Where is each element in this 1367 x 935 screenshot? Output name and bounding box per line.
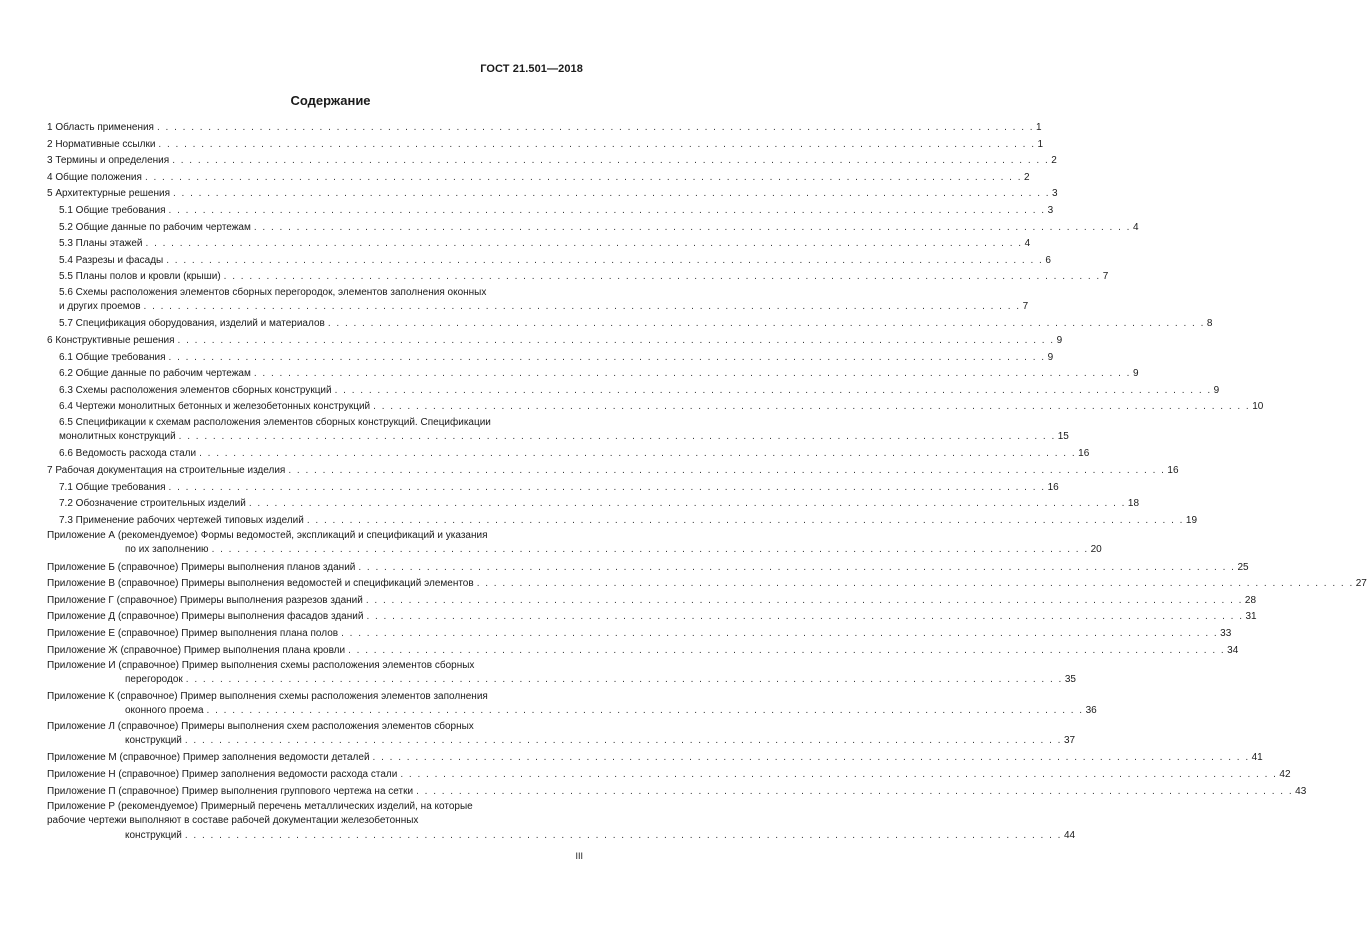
leader-dots: . . . . . . . . . . . . . . . . . . . . . . . . . . . . . . . . . . . . . . . . . . . . . . . . . . . . . . . . . . . . . . . . . . . . . . . . . . . . . . . . . . . . . . . . . . . . . . . . . . . . . . . (172, 155, 1050, 167)
toc-entry-label: 1 Область применения (47, 122, 154, 133)
toc-entry[interactable] (47, 350, 1054, 367)
toc-entry-label: конструкций (125, 829, 182, 841)
toc-page-number: 15 (1057, 431, 1069, 443)
toc-entry-label: перегородок (125, 674, 183, 686)
toc-page-number: 25 (1237, 561, 1249, 573)
toc-title: Содержание (290, 93, 371, 108)
toc-entry[interactable] (47, 286, 1029, 314)
leader-dots: . . . . . . . . . . . . . . . . . . . . . . . . . . . . . . . . . . . . . . . . . . . . . . . . . . . . . . . . . . . . . . . . . . . . . . . . . . . . . . . . . . . . . . . . . . . . . . . . . . . . . . . (253, 221, 1131, 233)
leader-dots: . . . . . . . . . . . . . . . . . . . . . . . . . . . . . . . . . . . . . . . . . . . . . . . . . . . . . . . . . . . . . . . . . . . . . . . . . . . . . . . . . . . . . . . . . . . . . . . . . . . . . . . (158, 138, 1036, 150)
toc-entry[interactable] (47, 366, 1139, 383)
toc-page-number: 35 (1064, 674, 1076, 686)
toc-entry[interactable] (47, 496, 1140, 513)
leader-dots: . . . . . . . . . . . . . . . . . . . . . . . . . . . . . . . . . . . . . . . . . . . . . . . . . . . . . . . . . . . . . . . . . . . . . . . . . . . . . . . . . . . . . . . . . . . . . . . . . . . . . . . (144, 171, 1022, 183)
toc-entry-label: 7.3 Применение рабочих чертежей типовых изделий (59, 514, 304, 526)
toc-entry-label: Приложение Е (справочное) Пример выполнения плана полов (47, 628, 339, 640)
toc-entry[interactable] (47, 750, 1263, 767)
toc-page-number: 7 (1022, 301, 1029, 313)
leader-dots: . . . . . . . . . . . . . . . . . . . . . . . . . . . . . . . . . . . . . . . . . . . . . . . . . . . . . . . . . . . . . . . . . . . . . . . . . . . . . . . . . . . . . . . . . . . . . . . . . . . . . . . (172, 188, 1051, 200)
toc-entry-text: Приложение И (справочное) Пример выполнения схемы расположения элементов сборных (47, 660, 475, 672)
table-of-contents (47, 120, 1367, 845)
toc-page-number: 2 (1024, 171, 1030, 183)
leader-dots: . . . . . . . . . . . . . . . . . . . . . . . . . . . . . . . . . . . . . . . . . . . . . . . . . . . . . . . . . . . . . . . . . . . . . . . . . . . . . . . . . . . . . . . . . . . . . . . . . . . . . . . (184, 735, 1062, 747)
leader-dots: . . . . . . . . . . . . . . . . . . . . . . . . . . . . . . . . . . . . . . . . . . . . . . . . . . . . . . . . . . . . . . . . . . . . . . . . . . . . . . . . . . . . . . . . . . . . . . . . . . . . . . . (372, 752, 1250, 764)
toc-entry[interactable] (47, 416, 1069, 444)
toc-entry[interactable] (47, 576, 1367, 593)
leader-dots: . . . . . . . . . . . . . . . . . . . . . . . . . . . . . . . . . . . . . . . . . . . . . . . . . . . . . . . . . . . . . . . . . . . . . . . . . . . . . . . . . . . . . . . . . . . . . . . . . . . . . . . (416, 785, 1294, 797)
toc-entry[interactable] (47, 800, 1076, 843)
toc-entry-label: 6.3 Схемы расположения элементов сборных конструкций (59, 384, 332, 396)
toc-entry[interactable] (47, 220, 1139, 237)
toc-page-number: 9 (1056, 334, 1063, 346)
toc-entry[interactable] (47, 170, 1030, 187)
toc-page-number: 27 (1355, 578, 1367, 590)
toc-entry-label: и других проемов (59, 301, 141, 313)
document-code: ГОСТ 21.501—2018 (480, 63, 583, 75)
leader-dots: . . . . . . . . . . . . . . . . . . . . . . . . . . . . . . . . . . . . . . . . . . . . . . . . . . . . . . . . . . . . . . . . . . . . . . . . . . . . . . . . . . . . . . . . . . . . . . . . . . . . . . . (348, 644, 1226, 656)
toc-entry-label: Приложение М (справочное) Пример заполнения ведомости деталей (47, 752, 370, 764)
toc-entry[interactable] (47, 463, 1179, 480)
toc-page-number: 42 (1279, 769, 1291, 781)
leader-dots: . . . . . . . . . . . . . . . . . . . . . . . . . . . . . . . . . . . . . . . . . . . . . . . . . . . . . . . . . . . . . . . . . . . . . . . . . . . . . . . . . . . . . . . . . . . . . . . . . . . . . . . (365, 594, 1243, 606)
toc-entry-label: 7 Рабочая документация на строительные изделия (47, 464, 286, 476)
leader-dots: . . . . . . . . . . . . . . . . . . . . . . . . . . . . . . . . . . . . . . . . . . . . . . . . . . . . . . . . . . . . . . . . . . . . . . . . . . . . . . . . . . . . . . . . . . . . . . . . . . . . . . . (476, 578, 1354, 590)
toc-entry-text: рабочие чертежи выполняют в составе рабочей документации железобетонных (47, 815, 419, 827)
leader-dots: . . . . . . . . . . . . . . . . . . . . . . . . . . . . . . . . . . . . . . . . . . . . . . . . . . . . . . . . . . . . . . . . . . . . . . . . . . . . . . . . . . . . . . . . . . . . . . . . . . . . . . . (145, 238, 1023, 250)
toc-entry[interactable] (47, 316, 1213, 333)
toc-entry-label: Приложение В (справочное) Примеры выполнения ведомостей и спецификаций элементов (47, 578, 474, 590)
toc-entry[interactable] (47, 186, 1058, 203)
toc-entry[interactable] (47, 767, 1291, 784)
toc-page-number: 7 (1102, 271, 1109, 283)
toc-page-number: 31 (1245, 611, 1257, 623)
leader-dots: . . . . . . . . . . . . . . . . . . . . . . . . . . . . . . . . . . . . . . . . . . . . . . . . . . . . . . . . . . . . . . . . . . . . . . . . . . . . . . . . . . . . . . . . . . . . . . . . . . . . . . . (211, 544, 1089, 556)
toc-entry-text: 6.5 Спецификации к схемам расположения элементов сборных конструкций. Спецификации (59, 416, 491, 428)
toc-entry[interactable] (47, 609, 1257, 626)
page-folio: III (575, 851, 583, 861)
leader-dots: . . . . . . . . . . . . . . . . . . . . . . . . . . . . . . . . . . . . . . . . . . . . . . . . . . . . . . . . . . . . . . . . . . . . . . . . . . . . . . . . . . . . . . . . . . . . . . . . . . . . . . . (184, 829, 1062, 841)
leader-dots: . . . . . . . . . . . . . . . . . . . . . . . . . . . . . . . . . . . . . . . . . . . . . . . . . . . . . . . . . . . . . . . . . . . . . . . . . . . . . . . . . . . . . . . . . . . . . . . . . . . . . . . (306, 514, 1184, 526)
toc-entry-label: 5.3 Планы этажей (59, 238, 143, 250)
toc-page-number: 9 (1047, 351, 1054, 363)
leader-dots: . . . . . . . . . . . . . . . . . . . . . . . . . . . . . . . . . . . . . . . . . . . . . . . . . . . . . . . . . . . . . . . . . . . . . . . . . . . . . . . . . . . . . . . . . . . . . . . . . . . . . . . (288, 464, 1166, 476)
toc-entry-label: 5.2 Общие данные по рабочим чертежам (59, 221, 251, 233)
toc-entry-label: 4 Общие положения (47, 171, 142, 183)
leader-dots: . . . . . . . . . . . . . . . . . . . . . . . . . . . . . . . . . . . . . . . . . . . . . . . . . . . . . . . . . . . . . . . . . . . . . . . . . . . . . . . . . . . . . . . . . . . . . . . . . . . . . . . (178, 431, 1056, 443)
toc-entry-label: 2 Нормативные ссылки (47, 138, 156, 150)
toc-page-number: 1 (1036, 122, 1042, 133)
toc-entry-label: 7.1 Общие требования (59, 481, 166, 493)
toc-entry-text: 5.6 Схемы расположения элементов сборных перегородок, элементов заполнения оконных (59, 286, 487, 298)
toc-entry[interactable] (47, 659, 1076, 687)
leader-dots: . . . . . . . . . . . . . . . . . . . . . . . . . . . . . . . . . . . . . . . . . . . . . . . . . . . . . . . . . . . . . . . . . . . . . . . . . . . . . . . . . . . . . . . . . . . . . . . . . . . . . . . (156, 122, 1035, 133)
toc-entry-label: 6.1 Общие требования (59, 351, 166, 363)
leader-dots: . . . . . . . . . . . . . . . . . . . . . . . . . . . . . . . . . . . . . . . . . . . . . . . . . . . . . . . . . . . . . . . . . . . . . . . . . . . . . . . . . . . . . . . . . . . . . . . . . . . . . . . (341, 628, 1219, 640)
toc-entry-label: 7.2 Обозначение строительных изделий (59, 498, 246, 510)
leader-dots: . . . . . . . . . . . . . . . . . . . . . . . . . . . . . . . . . . . . . . . . . . . . . . . . . . . . . . . . . . . . . . . . . . . . . . . . . . . . . . . . . . . . . . . . . . . . . . . . . . . . . . . (253, 368, 1131, 380)
toc-entry[interactable] (47, 399, 1264, 416)
toc-entry[interactable] (47, 153, 1057, 170)
leader-dots: . . . . . . . . . . . . . . . . . . . . . . . . . . . . . . . . . . . . . . . . . . . . . . . . . . . . . . . . . . . . . . . . . . . . . . . . . . . . . . . . . . . . . . . . . . . . . . . . . . . . . . . (223, 271, 1101, 283)
toc-page-number: 44 (1063, 829, 1076, 841)
toc-entry-text: Приложение Л (справочное) Примеры выполнения схем расположения элементов сборных (47, 721, 474, 733)
toc-entry-label: Приложение Н (справочное) Пример заполнения ведомости расхода стали (47, 769, 398, 781)
toc-page-number: 28 (1244, 594, 1257, 606)
toc-entry[interactable] (47, 236, 1031, 253)
toc-entry-label: 5.1 Общие требования (59, 204, 166, 216)
toc-entry[interactable] (47, 513, 1198, 530)
toc-page-number: 33 (1220, 628, 1232, 640)
toc-entry-text: Приложение А (рекомендуемое) Формы ведомостей, экспликаций и спецификаций и указания (47, 530, 488, 542)
toc-entry-label: оконного проема (125, 704, 204, 716)
toc-entry[interactable] (47, 626, 1232, 643)
toc-entry[interactable] (47, 333, 1063, 350)
toc-entry[interactable] (47, 446, 1090, 463)
toc-entry[interactable] (47, 643, 1239, 660)
toc-entry-label: 6.2 Общие данные по рабочим чертежам (59, 368, 251, 380)
leader-dots: . . . . . . . . . . . . . . . . . . . . . . . . . . . . . . . . . . . . . . . . . . . . . . . . . . . . . . . . . . . . . . . . . . . . . . . . . . . . . . . . . . . . . . . . . . . . . . . . . . . . . . . (143, 301, 1021, 313)
toc-page-number: 4 (1132, 221, 1139, 233)
leader-dots: . . . . . . . . . . . . . . . . . . . . . . . . . . . . . . . . . . . . . . . . . . . . . . . . . . . . . . . . . . . . . . . . . . . . . . . . . . . . . . . . . . . . . . . . . . . . . . . . . . . . . . . (327, 318, 1205, 330)
leader-dots: . . . . . . . . . . . . . . . . . . . . . . . . . . . . . . . . . . . . . . . . . . . . . . . . . . . . . . . . . . . . . . . . . . . . . . . . . . . . . . . . . . . . . . . . . . . . . . . . . . . . . . . (366, 611, 1244, 623)
toc-page-number: 9 (1213, 384, 1220, 396)
toc-page-number: 20 (1090, 544, 1102, 556)
leader-dots: . . . . . . . . . . . . . . . . . . . . . . . . . . . . . . . . . . . . . . . . . . . . . . . . . . . . . . . . . . . . . . . . . . . . . . . . . . . . . . . . . . . . . . . . . . . . . . . . . . . . . . . (168, 351, 1046, 363)
toc-page-number: 9 (1132, 368, 1139, 380)
leader-dots: . . . . . . . . . . . . . . . . . . . . . . . . . . . . . . . . . . . . . . . . . . . . . . . . . . . . . . . . . . . . . . . . . . . . . . . . . . . . . . . . . . . . . . . . . . . . . . . . . . . . . . . (334, 384, 1212, 396)
leader-dots: . . . . . . . . . . . . . . . . . . . . . . . . . . . . . . . . . . . . . . . . . . . . . . . . . . . . . . . . . . . . . . . . . . . . . . . . . . . . . . . . . . . . . . . . . . . . . . . . . . . . . . . (358, 561, 1236, 573)
leader-dots: . . . . . . . . . . . . . . . . . . . . . . . . . . . . . . . . . . . . . . . . . . . . . . . . . . . . . . . . . . . . . . . . . . . . . . . . . . . . . . . . . . . . . . . . . . . . . . . . . . . . . . . (373, 401, 1251, 413)
toc-page-number: 19 (1185, 514, 1198, 526)
toc-page-number: 16 (1078, 448, 1090, 460)
leader-dots: . . . . . . . . . . . . . . . . . . . . . . . . . . . . . . . . . . . . . . . . . . . . . . . . . . . . . . . . . . . . . . . . . . . . . . . . . . . . . . . . . . . . . . . . . . . . . . . . . . . . . . . (199, 448, 1077, 460)
toc-entry-label: конструкций (125, 735, 182, 747)
toc-page-number: 18 (1127, 498, 1140, 510)
toc-entry-label: 6.4 Чертежи монолитных бетонных и железобетонных конструкций (59, 401, 371, 413)
toc-entry[interactable] (47, 137, 1044, 154)
toc-entry[interactable] (47, 690, 1097, 718)
toc-entry-label: по их заполнению (125, 544, 209, 556)
toc-entry[interactable] (47, 269, 1109, 286)
toc-page-number: 3 (1047, 204, 1054, 216)
toc-page-number: 8 (1206, 318, 1213, 330)
toc-entry-label: 5.5 Планы полов и кровли (крыши) (59, 271, 221, 283)
toc-entry-label: Приложение Ж (справочное) Пример выполнения плана кровли (47, 644, 346, 656)
toc-entry-label: 5.4 Разрезы и фасады (59, 254, 164, 266)
toc-entry-text: Приложение К (справочное) Пример выполнения схемы расположения элементов заполнения (47, 690, 488, 702)
toc-entry-label: Приложение Д (справочное) Примеры выполнения фасадов зданий (47, 611, 364, 623)
toc-page-number: 41 (1251, 752, 1263, 764)
toc-entry[interactable] (47, 480, 1059, 497)
leader-dots: . . . . . . . . . . . . . . . . . . . . . . . . . . . . . . . . . . . . . . . . . . . . . . . . . . . . . . . . . . . . . . . . . . . . . . . . . . . . . . . . . . . . . . . . . . . . . . . . . . . . . . . (166, 254, 1044, 266)
toc-page-number: 6 (1045, 254, 1051, 266)
leader-dots: . . . . . . . . . . . . . . . . . . . . . . . . . . . . . . . . . . . . . . . . . . . . . . . . . . . . . . . . . . . . . . . . . . . . . . . . . . . . . . . . . . . . . . . . . . . . . . . . . . . . . . . (185, 674, 1063, 686)
toc-entry[interactable] (47, 203, 1054, 220)
toc-entry[interactable] (47, 560, 1249, 577)
toc-entry-label: Приложение Б (справочное) Примеры выполнения планов зданий (47, 561, 356, 573)
toc-entry-label: монолитных конструкций (59, 431, 176, 443)
leader-dots: . . . . . . . . . . . . . . . . . . . . . . . . . . . . . . . . . . . . . . . . . . . . . . . . . . . . . . . . . . . . . . . . . . . . . . . . . . . . . . . . . . . . . . . . . . . . . . . . . . . . . . . (177, 334, 1055, 346)
leader-dots: . . . . . . . . . . . . . . . . . . . . . . . . . . . . . . . . . . . . . . . . . . . . . . . . . . . . . . . . . . . . . . . . . . . . . . . . . . . . . . . . . . . . . . . . . . . . . . . . . . . . . . . (248, 498, 1126, 510)
toc-entry[interactable] (47, 383, 1220, 400)
toc-page-number: 36 (1085, 704, 1097, 716)
toc-entry-label: 6 Конструктивные решения (47, 334, 175, 346)
toc-entry[interactable] (47, 784, 1307, 801)
toc-page-number: 37 (1063, 735, 1076, 747)
toc-entry-label: 6.6 Ведомость расхода стали (59, 448, 197, 460)
toc-page-number: 34 (1227, 644, 1239, 656)
toc-page-number: 16 (1047, 481, 1059, 493)
toc-entry-label: 5.7 Спецификация оборудования, изделий и материалов (59, 318, 325, 330)
toc-page-number: 10 (1252, 401, 1264, 413)
toc-entry[interactable] (47, 253, 1051, 270)
leader-dots: . . . . . . . . . . . . . . . . . . . . . . . . . . . . . . . . . . . . . . . . . . . . . . . . . . . . . . . . . . . . . . . . . . . . . . . . . . . . . . . . . . . . . . . . . . . . . . . . . . . . . . . (168, 204, 1046, 216)
toc-page-number: 3 (1052, 188, 1058, 200)
toc-entry-text: Приложение Р (рекомендуемое) Примерный перечень металлических изделий, на которые (47, 801, 473, 813)
toc-page-number: 43 (1295, 785, 1307, 797)
leader-dots: . . . . . . . . . . . . . . . . . . . . . . . . . . . . . . . . . . . . . . . . . . . . . . . . . . . . . . . . . . . . . . . . . . . . . . . . . . . . . . . . . . . . . . . . . . . . . . . . . . . . . . . (168, 481, 1046, 493)
toc-entry-label: Приложение Г (справочное) Примеры выполнения разрезов зданий (47, 594, 363, 606)
toc-page-number: 2 (1051, 155, 1057, 167)
leader-dots: . . . . . . . . . . . . . . . . . . . . . . . . . . . . . . . . . . . . . . . . . . . . . . . . . . . . . . . . . . . . . . . . . . . . . . . . . . . . . . . . . . . . . . . . . . . . . . . . . . . . . . . (206, 704, 1084, 716)
toc-page-number: 4 (1024, 238, 1031, 250)
toc-entry-label: 3 Термины и определения (47, 155, 170, 167)
toc-page-number: 1 (1037, 138, 1044, 150)
toc-entry-label: Приложение П (справочное) Пример выполнения группового чертежа на сетки (47, 785, 414, 797)
toc-entry-label: 5 Архитектурные решения (47, 188, 170, 200)
toc-entry[interactable] (47, 593, 1257, 610)
leader-dots: . . . . . . . . . . . . . . . . . . . . . . . . . . . . . . . . . . . . . . . . . . . . . . . . . . . . . . . . . . . . . . . . . . . . . . . . . . . . . . . . . . . . . . . . . . . . . . . . . . . . . . . (400, 769, 1278, 781)
toc-entry[interactable] (47, 720, 1076, 748)
toc-entry[interactable] (47, 529, 1102, 557)
toc-page-number: 16 (1167, 464, 1179, 476)
toc-entry[interactable] (47, 120, 1042, 137)
